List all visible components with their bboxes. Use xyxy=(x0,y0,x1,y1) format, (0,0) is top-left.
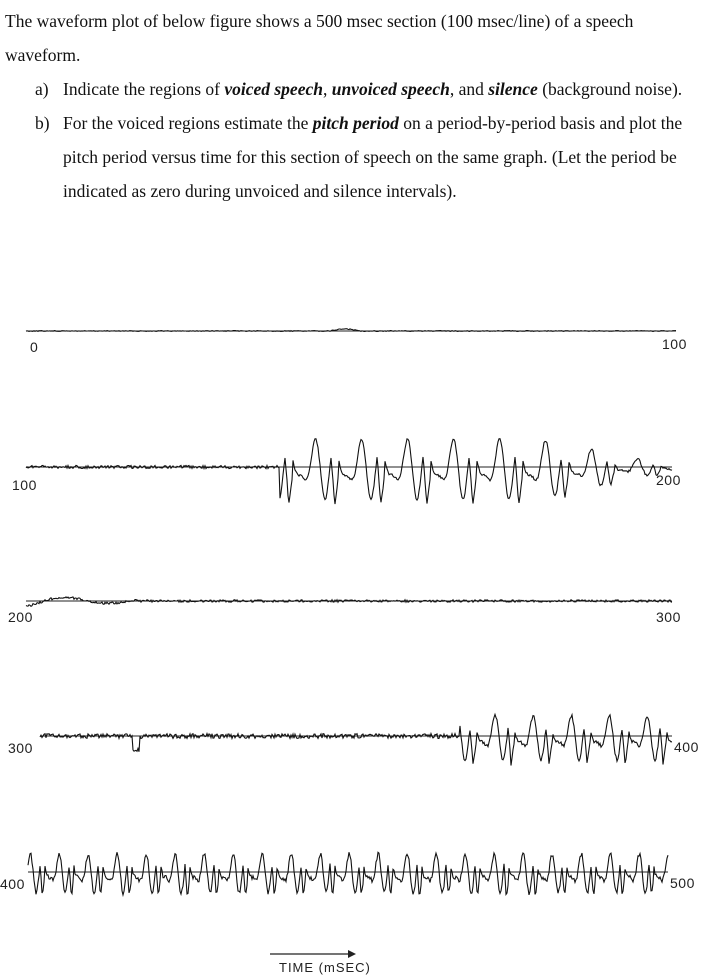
term-silence: silence xyxy=(488,79,538,99)
line-end-label: 300 xyxy=(656,609,681,625)
speech-waveform-figure xyxy=(0,290,706,979)
question-list xyxy=(5,72,695,208)
line-end-label: 500 xyxy=(670,875,695,891)
waveform-line-4 xyxy=(8,714,699,765)
term-pitch-period: pitch period xyxy=(312,113,399,133)
question-a-marker: a) xyxy=(35,79,49,99)
line-start-label: 100 xyxy=(12,477,37,493)
waveform-trace xyxy=(40,714,672,765)
waveform-line-3 xyxy=(8,597,681,625)
intro-text: The waveform plot of below figure shows a 500 msec section (100 msec/line) of a speech waveform. xyxy=(5,11,634,65)
waveform-trace xyxy=(26,597,672,606)
question-b-marker: b) xyxy=(35,113,50,133)
waveform-line-1 xyxy=(26,329,687,355)
term-unvoiced-speech: unvoiced speech xyxy=(331,79,450,99)
question-b-post: on a period-by-period basis and plot the pitch period versus time for this section of speech on the same graph. (Let the period be indicated as zero during unvoiced and silence intervals). xyxy=(63,113,683,201)
time-axis-arrow xyxy=(270,950,356,958)
line-start-label: 400 xyxy=(0,876,25,892)
question-b xyxy=(5,106,695,208)
time-axis-title: TIME (mSEC) xyxy=(279,960,371,975)
waveform-trace xyxy=(28,852,668,895)
question-a-sep1: , xyxy=(322,79,332,99)
question-a-post: (background noise). xyxy=(537,79,683,99)
line-end-label: 200 xyxy=(656,472,681,488)
waveform-trace xyxy=(26,439,672,504)
question-b-pre: For the voiced regions estimate the xyxy=(63,113,313,133)
line-end-label: 100 xyxy=(662,336,687,352)
line-start-label: 0 xyxy=(30,339,39,355)
line-start-label: 200 xyxy=(8,609,33,625)
question-a-sep2: , and xyxy=(449,79,489,99)
waveform-line-5 xyxy=(0,852,695,895)
line-end-label: 400 xyxy=(674,739,699,755)
problem-statement xyxy=(5,4,695,208)
line-start-label: 300 xyxy=(8,740,33,756)
waveform-line-2 xyxy=(12,439,681,504)
question-a xyxy=(5,72,695,106)
term-voiced-speech: voiced speech xyxy=(224,79,323,99)
question-a-pre: Indicate the regions of xyxy=(63,79,225,99)
